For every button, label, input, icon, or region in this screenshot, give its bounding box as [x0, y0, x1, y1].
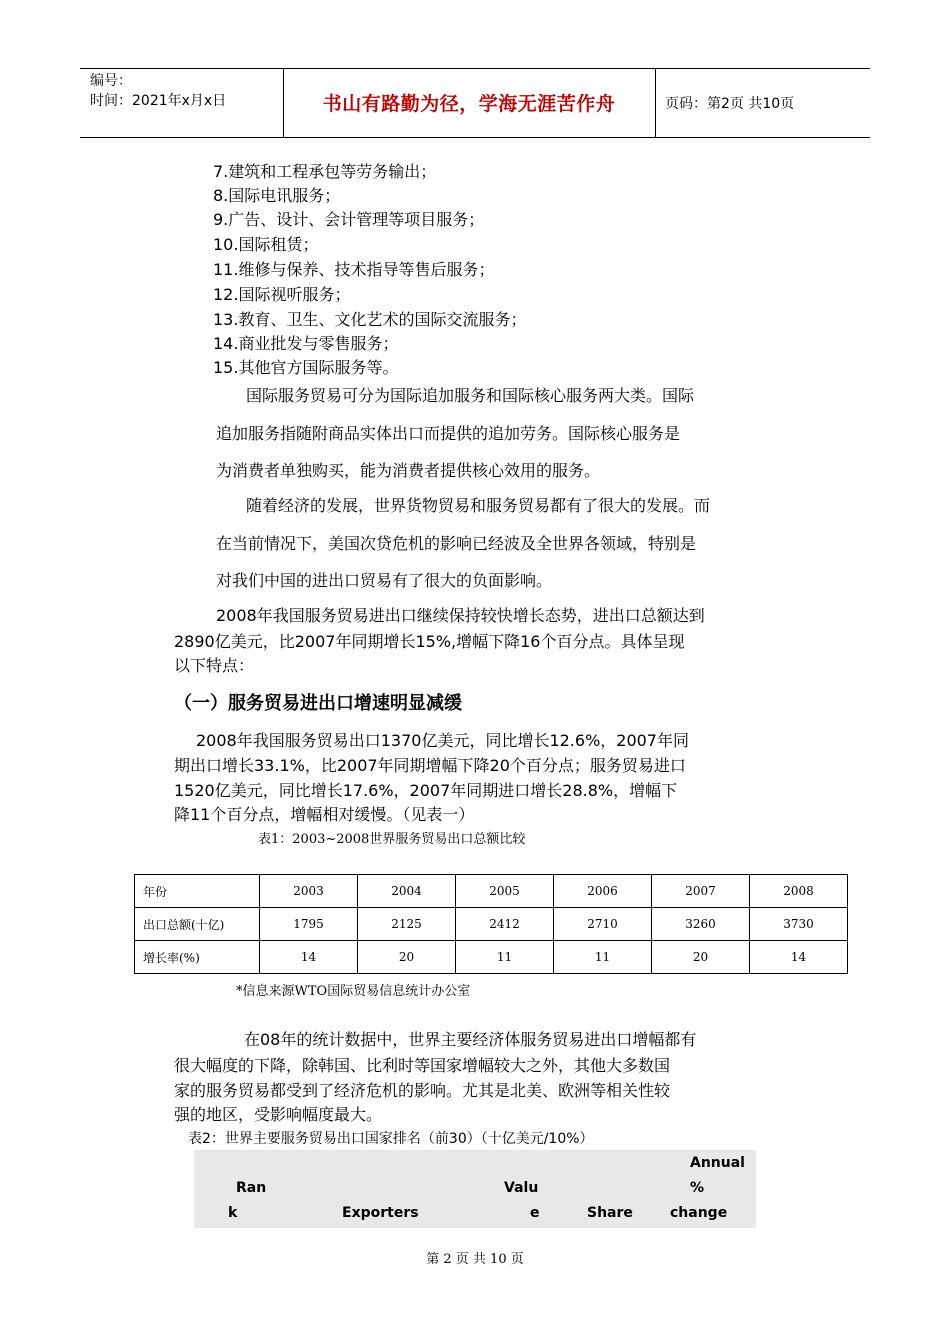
list-item: 13.教育、卫生、文化艺术的国际交流服务；: [213, 310, 527, 329]
table-header-cell: 2007: [652, 875, 750, 908]
text-line: 国际服务贸易可分为国际追加服务和国际核心服务两大类。国际: [246, 386, 695, 405]
list-item: 10.国际租赁；: [213, 235, 319, 254]
col-rank-label: k: [228, 1205, 238, 1221]
table-header-cell: 2005: [456, 875, 554, 908]
table-cell: 11: [456, 941, 554, 974]
header-motto: 书山有路勤为径，学海无涯苦作舟: [322, 93, 616, 115]
col-annual-change-label: change: [670, 1205, 728, 1221]
text-line: 强的地区，受影响幅度最大。: [174, 1105, 383, 1124]
text-line: 2008年我国服务贸易出口1370亿美元，同比增长12.6%，2007年同: [196, 731, 689, 750]
table-cell: 14: [750, 941, 848, 974]
list-item: 9.广告、设计、会计管理等项目服务；: [213, 210, 485, 229]
col-annual-change-label: Annual: [690, 1155, 745, 1171]
table-row: [135, 908, 848, 941]
document-number: 编号：: [90, 73, 132, 89]
page-footer: 第 2 页 共 10 页: [426, 1252, 524, 1267]
table-cell: 20: [358, 941, 456, 974]
table-header-cell: 2003: [260, 875, 358, 908]
text-line: 随着经济的发展，世界货物贸易和服务贸易都有了很大的发展。而: [246, 496, 711, 515]
col-share-label: Share: [587, 1205, 633, 1221]
table-header-cell: 2006: [554, 875, 652, 908]
table1-source: *信息来源WTO国际贸易信息统计办公室: [236, 984, 471, 999]
text-line: 在当前情况下，美国次贷危机的影响已经波及全世界各领域，特别是: [216, 534, 697, 553]
table-cell: 14: [260, 941, 358, 974]
text-line: 为消费者单独购买，能为消费者提供核心效用的服务。: [216, 461, 601, 480]
header-divider: [655, 69, 656, 137]
text-line: 降11个百分点，增幅相对缓慢。（见表一）: [174, 805, 475, 824]
section-heading: （一）服务贸易进出口增速明显减缓: [174, 693, 462, 714]
exporter-ranking-table-header: [194, 1150, 756, 1228]
table-cell: 20: [652, 941, 750, 974]
text-line: 很大幅度的下降，除韩国、比利时等国家增幅较大之外，其他大多数国: [174, 1056, 671, 1075]
col-exporters-label: Exporters: [342, 1205, 419, 1221]
text-line: 以下特点：: [174, 656, 255, 675]
list-item: 7.建筑和工程承包等劳务输出；: [213, 162, 437, 181]
list-item: 12.国际视听服务；: [213, 285, 351, 304]
table-row-label: 增长率(%): [135, 941, 260, 974]
table-cell: 3260: [652, 908, 750, 941]
list-item: 15.其他官方国际服务等。: [213, 358, 399, 377]
table-cell: 2125: [358, 908, 456, 941]
text-line: 2890亿美元，比2007年同期增长15%,增幅下降16个百分点。具体呈现: [174, 632, 685, 651]
table-cell: 1795: [260, 908, 358, 941]
page-header: [80, 68, 870, 138]
header-left: [90, 71, 226, 111]
table-row: [135, 941, 848, 974]
col-value-label: e: [530, 1205, 540, 1221]
table-header-cell: 年份: [135, 875, 260, 908]
table2-caption: 表2：世界主要服务贸易出口国家排名（前30）（十亿美元/10%）: [188, 1131, 594, 1147]
export-total-table: [134, 874, 848, 974]
text-line: 期出口增长33.1%，比2007年同期增幅下降20个百分点；服务贸易进口: [174, 756, 686, 775]
col-value-label: Valu: [504, 1180, 539, 1196]
table-row: [135, 875, 848, 908]
text-line: 2008年我国服务贸易进出口继续保持较快增长态势，进出口总额达到: [216, 606, 705, 625]
text-line: 对我们中国的进出口贸易有了很大的负面影响。: [216, 571, 553, 590]
text-line: 家的服务贸易都受到了经济危机的影响。尤其是北美、欧洲等相关性较: [174, 1081, 671, 1100]
table-cell: 3730: [750, 908, 848, 941]
table-header-cell: 2004: [358, 875, 456, 908]
table-cell: 2710: [554, 908, 652, 941]
table-header-cell: 2008: [750, 875, 848, 908]
table-row-label: 出口总额(十亿): [135, 908, 260, 941]
text-line: 在08年的统计数据中，世界主要经济体服务贸易进出口增幅都有: [244, 1030, 697, 1049]
header-page-info: 页码：第2页 共10页: [665, 96, 795, 112]
document-date: 时间：2021年x月x日: [90, 93, 227, 109]
table-cell: 2412: [456, 908, 554, 941]
list-item: 8.国际电讯服务；: [213, 186, 341, 205]
table-cell: 11: [554, 941, 652, 974]
list-item: 11.维修与保养、技术指导等售后服务；: [213, 260, 495, 279]
text-line: 1520亿美元，同比增长17.6%，2007年同期进口增长28.8%，增幅下: [174, 781, 678, 800]
col-rank-label: Ran: [236, 1180, 267, 1196]
text-line: 追加服务指随附商品实体出口而提供的追加劳务。国际核心服务是: [216, 424, 681, 443]
list-item: 14.商业批发与零售服务；: [213, 334, 399, 353]
col-annual-change-label: %: [690, 1180, 705, 1196]
table1-caption: 表1：2003~2008世界服务贸易出口总额比较: [258, 832, 526, 847]
